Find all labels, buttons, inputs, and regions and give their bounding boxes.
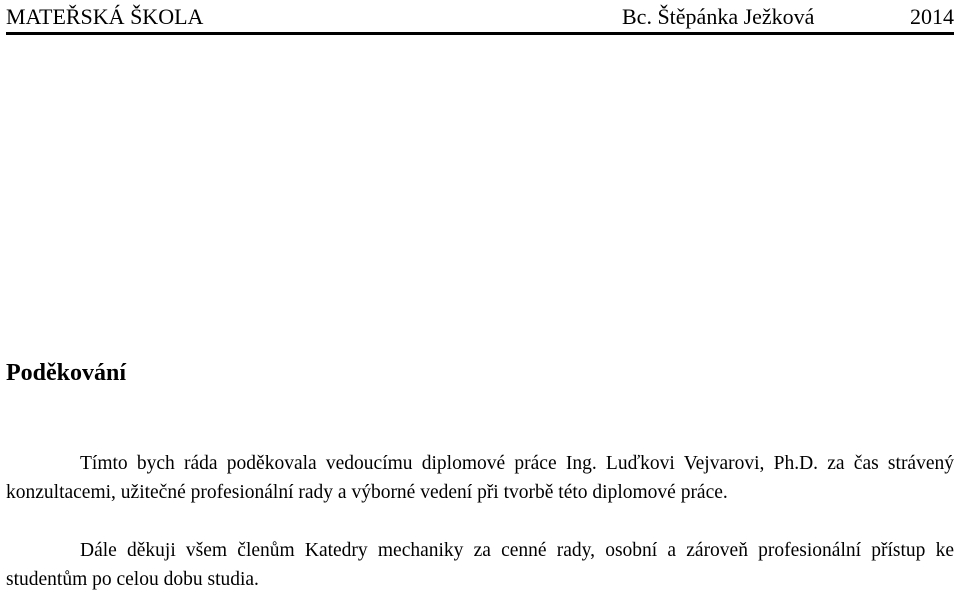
page-header bbox=[6, 2, 954, 35]
header-school-name: MATEŘSKÁ ŠKOLA bbox=[6, 4, 204, 29]
header-author-name: Bc. Štěpánka Ježková bbox=[622, 4, 815, 29]
acknowledgement-paragraph-2: Dále děkuji všem členům Katedry mechaniky za cenné rady, osobní a zároveň profesionální přístup ke studentům po celou dobu studia. bbox=[6, 540, 954, 590]
section-title: Poděkování bbox=[6, 360, 127, 386]
acknowledgement-paragraph-1: Tímto bych ráda poděkovala vedoucímu diplomové práce Ing. Luďkovi Vejvarovi, Ph.D. za čas strávený konzultacemi, užitečné profesionální rady a výborné vedení při tvorbě této diplomové práce. bbox=[6, 453, 954, 503]
header-year: 2014 bbox=[910, 4, 954, 29]
